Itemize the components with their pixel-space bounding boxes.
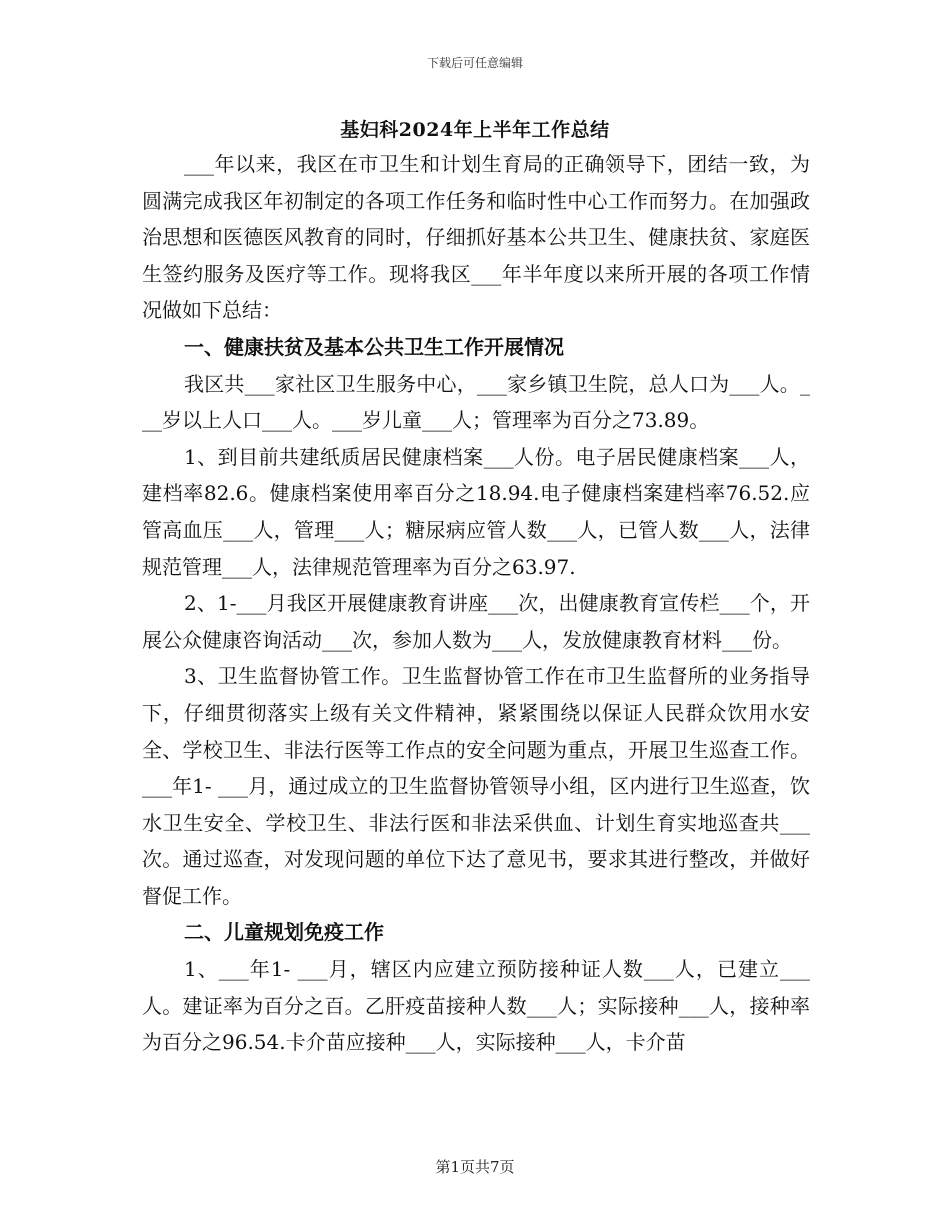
paragraph-intro: ___年以来，我区在市卫生和计划生育局的正确领导下，团结一致，为圆满完成我区年初制定的各项工作任务和临时性中心工作而努力。在加强政治思想和医德医风教育的同时，仔细抓好基本公共卫生、健康扶贫、家庭医生签约服务及医疗等工作。现将我区___年半年度以来所开展的各项工作情况做如下总结： (142, 152, 810, 323)
paragraph-item-2: 2、1-___月我区开展健康教育讲座___次，出健康教育宣传栏___个，开展公众健康咨询活动___次，参加人数为___人，发放健康教育材料___份。 (142, 591, 810, 652)
page-footer: 第1页共7页 (435, 1158, 515, 1176)
paragraph-item-1: 1、到目前共建纸质居民健康档案___人份。电子居民健康档案___人，建档率82.6。健康档案使用率百分之18.94.电子健康档案建档率76.52.应管高血压___人，管理___人；糖尿病应管人数___人，已管人数___人，法律规范管理___人，法律规范管理率为百分之63.97. (142, 444, 810, 579)
header-note: 下载后可任意编辑 (426, 56, 523, 70)
document-title: 基妇科2024年上半年工作总结 (340, 119, 610, 141)
paragraph-population: 我区共___家社区卫生服务中心，___家乡镇卫生院，总人口为___人。___岁以上人口___人。___岁儿童___人；管理率为百分之73.89。 (142, 371, 810, 433)
document-body (142, 146, 810, 1061)
paragraph-item-3: 3、卫生监督协管工作。卫生监督协管工作在市卫生监督所的业务指导下，仔细贯彻落实上级有关文件精神，紧紧围绕以保证人民群众饮用水安全、学校卫生、非法行医等工作点的安全问题为重点，开展卫生巡查工作。___年1- ___月，通过成立的卫生监督协管领导小组，区内进行卫生巡查，饮水卫生安全、学校卫生、非法行医和非法采供血、计划生育实地巡查共___次。通过巡查，对发现问题的单位下达了意见书，要求其进行整改，并做好督促工作。 (142, 664, 810, 908)
section-heading-2: 二、儿童规划免疫工作 (184, 920, 384, 945)
section-heading-1: 一、健康扶贫及基本公共卫生工作开展情况 (184, 334, 564, 359)
paragraph-immunization-1: 1、___年1- ___月，辖区内应建立预防接种证人数___人，已建立___人。建证率为百分之百。乙肝疫苗接种人数___人；实际接种___人，接种率为百分之96.54.卡介苗应接种___人，实际接种___人，卡介苗 (142, 957, 810, 1055)
